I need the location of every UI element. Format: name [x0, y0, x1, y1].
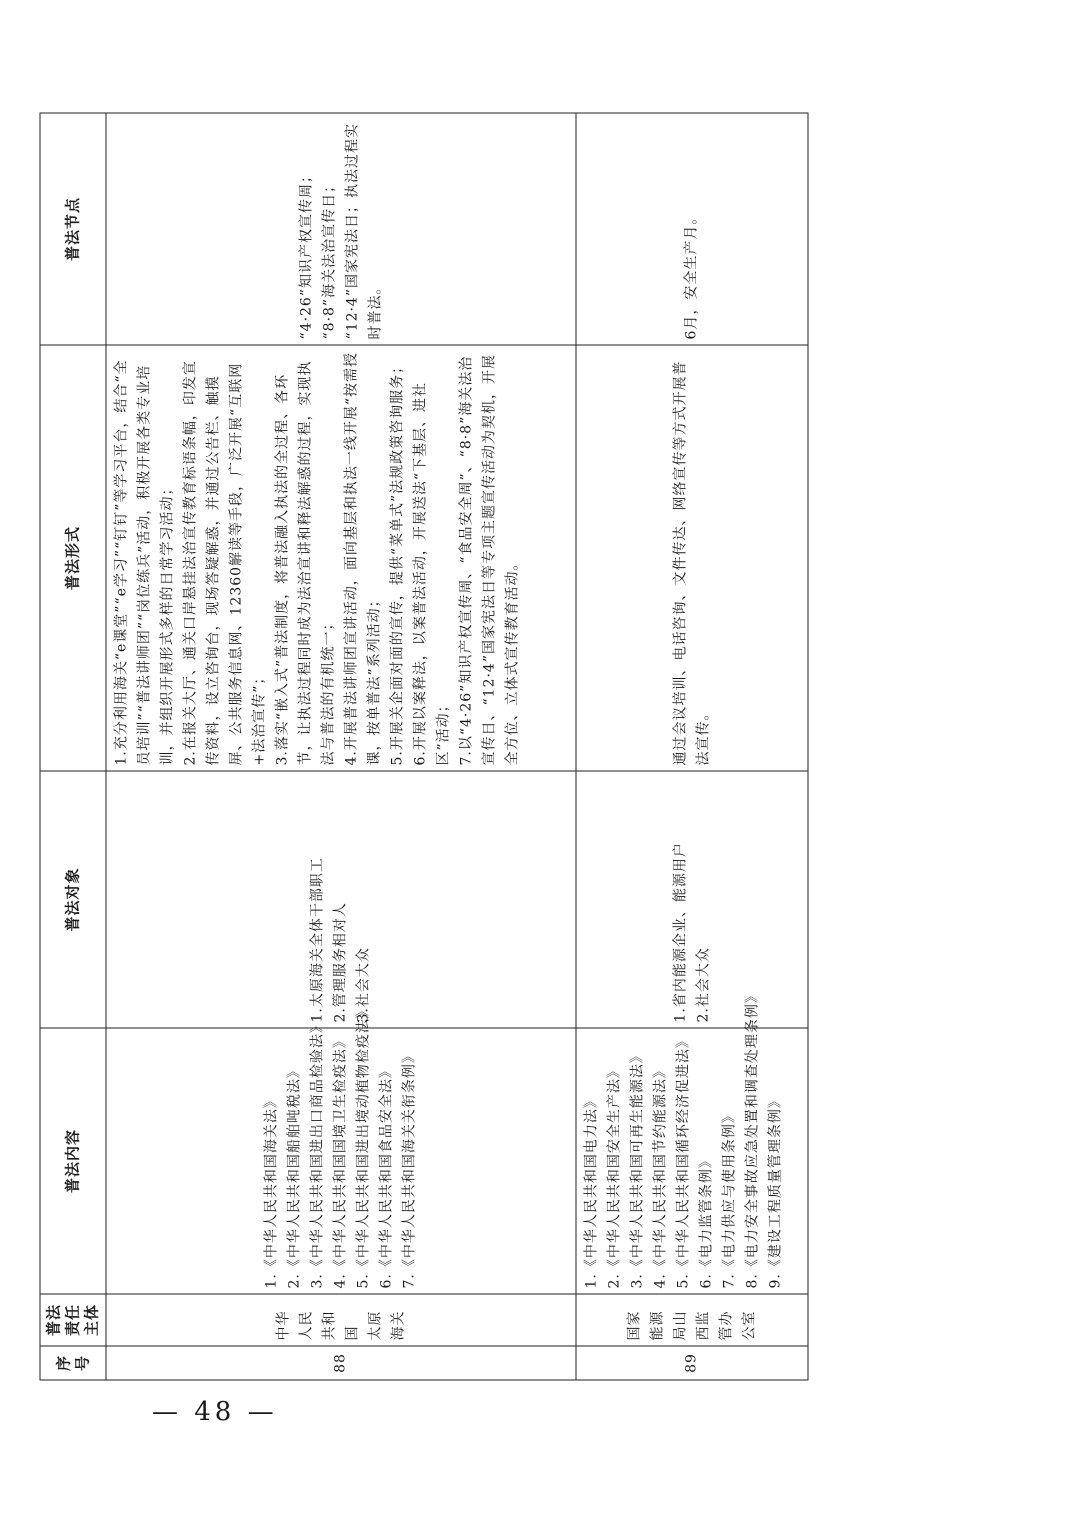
content-item: 9.《建设工程质量管理条例》 [767, 1092, 783, 1288]
owner-line: 太原海关 [366, 1310, 406, 1340]
target-item: 1.太原海关全体干部职工 [309, 856, 325, 1022]
node-item: 6月，安全生产月。 [683, 209, 699, 339]
node-item: “4·26”知识产权宣传周； [297, 167, 314, 339]
content-item: 6.《中华人民共和国食品安全法》 [378, 1062, 394, 1288]
owner-line: 管办公室 [717, 1310, 757, 1340]
target-item: 2.社会大众 [694, 946, 711, 1022]
table-row [106, 113, 576, 1380]
row-target [576, 771, 808, 1028]
target-item: 2.管理服务相对人 [332, 901, 348, 1022]
form-item: 1.充分利用海关“e课堂”“e学习”“钉钉”等学习平台，结合“全员培训”“普法讲师团”“岗位练兵”活动，积极开展各类专业培训，并组织开展形式多样的日常学习活动； [113, 358, 175, 765]
row-seq: 89 [576, 1346, 808, 1380]
row-owner [106, 1294, 576, 1346]
form-item: 通过会议培训、电话咨询、文件传达、网络宣传等方式开展普法宣传。 [671, 360, 711, 765]
owner-line: 中华人民 [274, 1310, 314, 1340]
content-item: 8.《电力安全事故应急处置和调查处理条例》 [744, 987, 760, 1288]
form-item: 4.开展普法讲师团宣讲活动，面向基层和执法一线开展“按需授课，按单普法”系列活动； [343, 351, 382, 765]
row-owner [576, 1294, 808, 1346]
content-item: 3.《中华人民共和国进出口商品检验法》 [309, 1017, 325, 1288]
form-item: 7.以“4·26”知识产权宣传周、“食品安全周”、“8·8”海关法治宣传日、“12·4”国家宪法日等专项主题宣传活动为契机，开展全方位、立体式宣传教育活动。 [458, 353, 520, 765]
owner-line: 国家能源 [625, 1310, 665, 1340]
row-node [106, 113, 576, 345]
content-item: 2.《中华人民共和国船舶吨税法》 [286, 1062, 302, 1288]
target-item: 1.省内能源企业、能源用户 [671, 841, 688, 1022]
rotated-table-container [39, 113, 791, 1380]
row-seq: 88 [106, 1346, 576, 1380]
content-item: 1.《中华人民共和国电力法》 [583, 1092, 599, 1288]
content-item: 1.《中华人民共和国海关法》 [263, 1092, 279, 1288]
row-content [106, 1002, 576, 1294]
row-form [106, 345, 576, 771]
form-item: 6.开展以案释法，以案普法活动，开展送法“下基层、进社区”活动； [412, 381, 451, 765]
table-row [576, 113, 808, 1380]
node-item: “12·4”国家宪法日；执法过程实时普法。 [343, 122, 383, 339]
content-item: 5.《中华人民共和国进出境动植物检疫法》 [355, 1002, 371, 1288]
header-content: 普法内容 [40, 1028, 106, 1294]
node-item: “8·8”海关法治宣传日； [320, 177, 337, 339]
table-header-row [40, 113, 106, 1380]
header-form: 普法形式 [40, 345, 106, 771]
form-item: 2.在报关大厅、通关口岸悬挂法治宣传教育标语条幅，印发宣传资料，设立咨询台，现场答疑解惑，并通过公告栏、触摸屏、公共服务信息网、12360解读等手段，广泛开展“互联网+法治宣传”； [182, 359, 267, 765]
row-form [576, 345, 808, 771]
header-seq: 序号 [40, 1346, 106, 1380]
row-target [106, 771, 576, 1028]
header-node: 普法节点 [40, 113, 106, 345]
content-item: 2.《中华人民共和国安全生产法》 [606, 1062, 622, 1288]
form-item: 5.开展关企面对面的宣传，提供“菜单式”法规政策咨询服务； [389, 358, 405, 765]
target-item: 3.社会大众 [355, 946, 371, 1022]
content-item: 4.《中华人民共和国国境卫生检疫法》 [332, 1032, 348, 1288]
law-popularization-table [39, 112, 808, 1380]
owner-line: 共和国 [320, 1310, 360, 1340]
row-node [576, 113, 808, 345]
owner-line: 局山西监 [671, 1310, 711, 1340]
header-target: 普法对象 [40, 771, 106, 1028]
content-item: 3.《中华人民共和国可再生能源法》 [629, 1047, 645, 1288]
content-item: 6.《电力监管条例》 [698, 1152, 714, 1288]
content-item: 4.《中华人民共和国节约能源法》 [652, 1062, 668, 1288]
content-item: 7.《中华人民共和国海关关衔条例》 [401, 1047, 417, 1288]
content-item: 7.《电力供应与使用条例》 [721, 1107, 737, 1288]
form-item: 3.落实“嵌入式”普法制度，将普法融入执法的全过程、各环节，让执法过程同时成为法治宣讲和释法解惑的过程，实现执法与普法的有机统一； [274, 360, 336, 765]
row-content [576, 987, 808, 1294]
page-number: — 48 — [152, 1397, 278, 1427]
header-owner: 普法责任主体 [40, 1294, 106, 1346]
content-item: 5.《中华人民共和国循环经济促进法》 [675, 1032, 691, 1288]
